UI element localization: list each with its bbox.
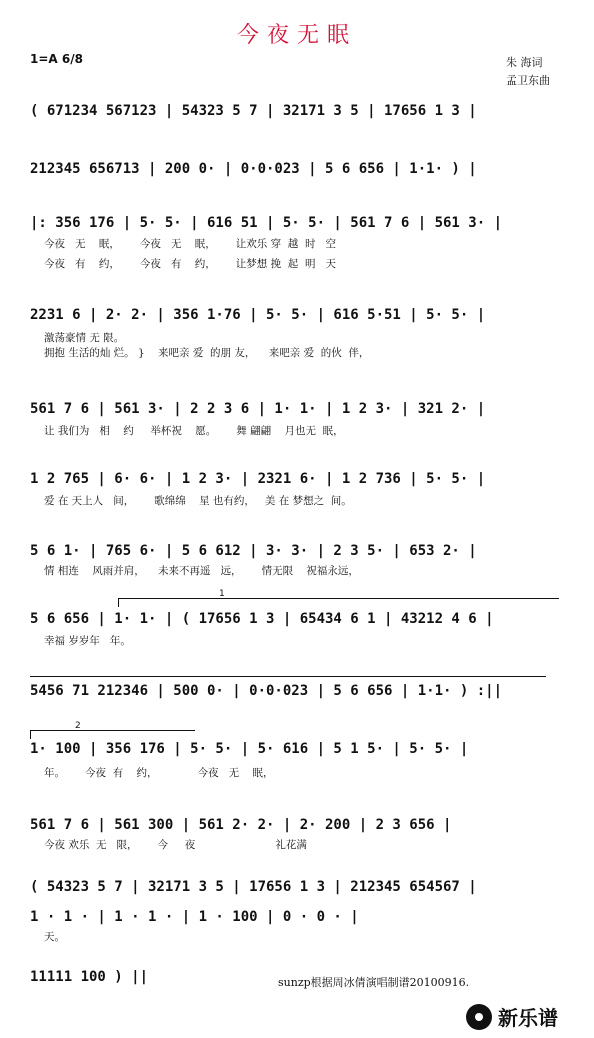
lyric-line-7: 情 相连 风雨并肩， 未来不再遥 远， 情无限 祝福永远， (44, 565, 359, 577)
score-line-12: ( 54323 5 7 | 32171 3 5 | 17656 1 3 | 212345 654567 | (30, 879, 477, 895)
score-line-2: 212345 656713 | 200 0· | 0·0·023 | 5 6 656 | 1·1· ) | (30, 161, 477, 177)
lyricist-credit: 朱 海词 (506, 56, 543, 69)
score-line-11: 561 7 6 | 561 300 | 561 2· 2· | 2· 200 | 2 3 656 | (30, 817, 452, 833)
score-line-13: 1 · 1 · | 1 · 1 · | 1 · 100 | 0 · 0 · | (30, 909, 359, 925)
volta-label-1: 1 (219, 589, 225, 599)
logo-text: 新乐谱 (498, 1006, 558, 1030)
lyric-line-6: 爱 在 天上人 间， 歌绵绵 星 也有约， 美 在 梦想之 间。 (44, 495, 352, 507)
lyric-line-10: 今夜 欢乐 无 限， 今 夜 礼花满 (44, 839, 307, 851)
score-line-7: 5 6 1· | 765 6· | 5 6 612 | 3· 3· | 2 3 5· | 653 2· | (30, 543, 477, 559)
volta-label-2: 2 (75, 721, 81, 731)
score-line-1: ( 671234 567123 | 54323 5 7 | 32171 3 5 | 17656 1 3 | (30, 103, 477, 119)
record-disc-icon (466, 1004, 492, 1030)
site-logo (466, 1002, 558, 1031)
repeat-bracket-line (30, 676, 546, 677)
lyric-line-1: 今夜 无 眠， 今夜 无 眠， 让欢乐 穿 越 时 空 (44, 238, 336, 250)
lyric-line-4: 拥抱 生活的灿 烂。 } 来吧亲 爱 的朋 友， 来吧亲 爱 的伙 伴， (44, 347, 370, 359)
score-line-10: 1· 100 | 356 176 | 5· 5· | 5· 616 | 5 1 5· | 5· 5· | (30, 741, 469, 757)
key-signature: 1=A 6/8 (30, 52, 83, 66)
score-line-5: 561 7 6 | 561 3· | 2 2 3 6 | 1· 1· | 1 2 3· | 321 2· | (30, 401, 486, 417)
transcription-note: sunzp根据周冰倩演唱制谱20100916. (278, 976, 470, 989)
score-line-8: 5 6 656 | 1· 1· | ( 17656 1 3 | 65434 6 1 | 43212 4 6 | (30, 611, 494, 627)
lyric-line-5: 让 我们为 相 约 举杯祝 愿。 舞 翩翩 月也无 眠， (44, 425, 344, 437)
song-title: 今夜无眠 (236, 23, 357, 48)
composer-credit: 孟卫东曲 (506, 74, 550, 87)
lyric-line-11: 天。 (44, 931, 65, 943)
lyric-line-8: 幸福 岁岁年 年。 (44, 635, 131, 647)
score-line-14: 11111 100 ) || (30, 969, 149, 985)
score-line-4: 2231 6 | 2· 2· | 356 1·76 | 5· 5· | 616 5·51 | 5· 5· | (30, 307, 486, 323)
lyric-line-9: 年。 今夜 有 约， 今夜 无 眠， (44, 767, 274, 779)
score-line-3: |: 356 176 | 5· 5· | 616 51 | 5· 5· | 561 7 6 | 561 3· | (30, 215, 503, 231)
lyric-line-2: 今夜 有 约， 今夜 有 约， 让梦想 挽 起 明 天 (44, 258, 336, 270)
lyric-line-3: 激荡豪情 无 限。 (44, 332, 125, 344)
score-line-6: 1 2 765 | 6· 6· | 1 2 3· | 2321 6· | 1 2 736 | 5· 5· | (30, 471, 486, 487)
score-line-9: 5456 71 212346 | 500 0· | 0·0·023 | 5 6 656 | 1·1· ) :|| (30, 683, 503, 699)
